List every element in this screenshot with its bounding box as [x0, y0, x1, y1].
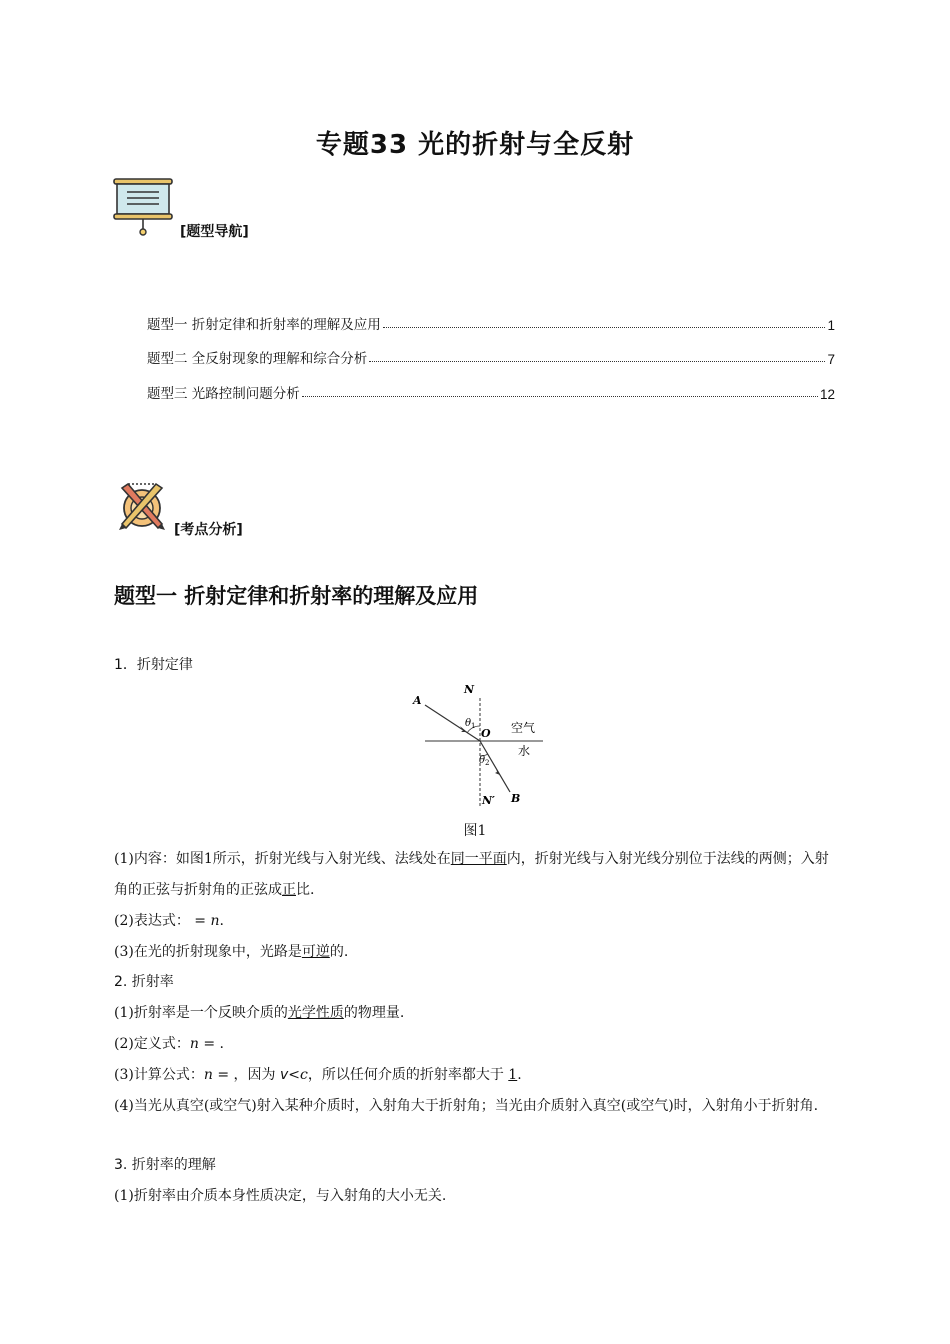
screen-icon	[112, 176, 174, 238]
label-theta2: θ	[479, 755, 486, 766]
label-n-prime: N′	[482, 794, 495, 807]
toc-leader	[302, 396, 818, 397]
label-o: O	[481, 727, 491, 740]
page-title: 专题33 光的折射与全反射	[315, 130, 635, 160]
paragraph: (3)在光的折射现象中，光路是可逆的.	[114, 944, 349, 960]
crossed-pencils-icon	[116, 480, 168, 532]
label-a: A	[413, 694, 422, 707]
label-theta1-sub: 1	[471, 722, 476, 730]
paragraph: (3)计算公式：n = ，因为 v<c，所以任何介质的折射率都大于 1.	[114, 1067, 522, 1083]
paragraph: (4)当光从真空(或空气)射入某种介质时，入射角大于折射角；当光由介质射入真空(或空气)时，入射角小于折射角.	[114, 1098, 819, 1114]
paragraph: (2)定义式：n = .	[114, 1036, 224, 1052]
label-theta1: θ	[465, 718, 472, 729]
label-theta2-sub: 2	[485, 759, 490, 767]
analysis-label: [考点分析]	[174, 522, 243, 538]
figure-caption: 图1	[463, 823, 487, 839]
paragraph: (1)折射率是一个反映介质的光学性质的物理量.	[114, 1005, 405, 1021]
label-n: N	[464, 683, 475, 696]
toc-entry-page: 7	[827, 352, 835, 367]
label-air: 空气	[511, 721, 536, 735]
nav-label: [题型导航]	[180, 224, 249, 240]
item-heading: 3. 折射率的理解	[114, 1157, 216, 1173]
label-water: 水	[518, 744, 531, 758]
item-heading: 2. 折射率	[114, 974, 174, 990]
toc-leader	[383, 327, 826, 328]
item-heading: 1．折射定律	[114, 657, 193, 673]
toc-entry-page: 1	[827, 318, 835, 333]
refraction-figure	[405, 680, 555, 808]
toc-entry[interactable]	[147, 345, 835, 367]
toc-leader	[369, 361, 825, 362]
toc-entry-page: 12	[819, 387, 835, 402]
paragraph: (1)折射率由介质本身性质决定，与入射角的大小无关.	[114, 1188, 447, 1204]
toc-entry-label: 题型三 光路控制问题分析	[147, 386, 300, 402]
toc-entry[interactable]	[147, 380, 835, 402]
paragraph: (2)表达式： = n.	[114, 913, 224, 929]
label-b: B	[511, 792, 521, 805]
toc-entry[interactable]	[147, 311, 835, 333]
toc-entry-label: 题型一 折射定律和折射率的理解及应用	[147, 317, 381, 333]
section-heading: 题型一 折射定律和折射率的理解及应用	[114, 584, 479, 608]
paragraph: (1)内容：如图1所示，折射光线与入射光线、法线处在同一平面内，折射光线与入射光线分别位于法线的两侧；入射角的正弦与折射角的正弦成正比.	[114, 851, 829, 898]
toc-entry-label: 题型二 全反射现象的理解和综合分析	[147, 351, 368, 367]
